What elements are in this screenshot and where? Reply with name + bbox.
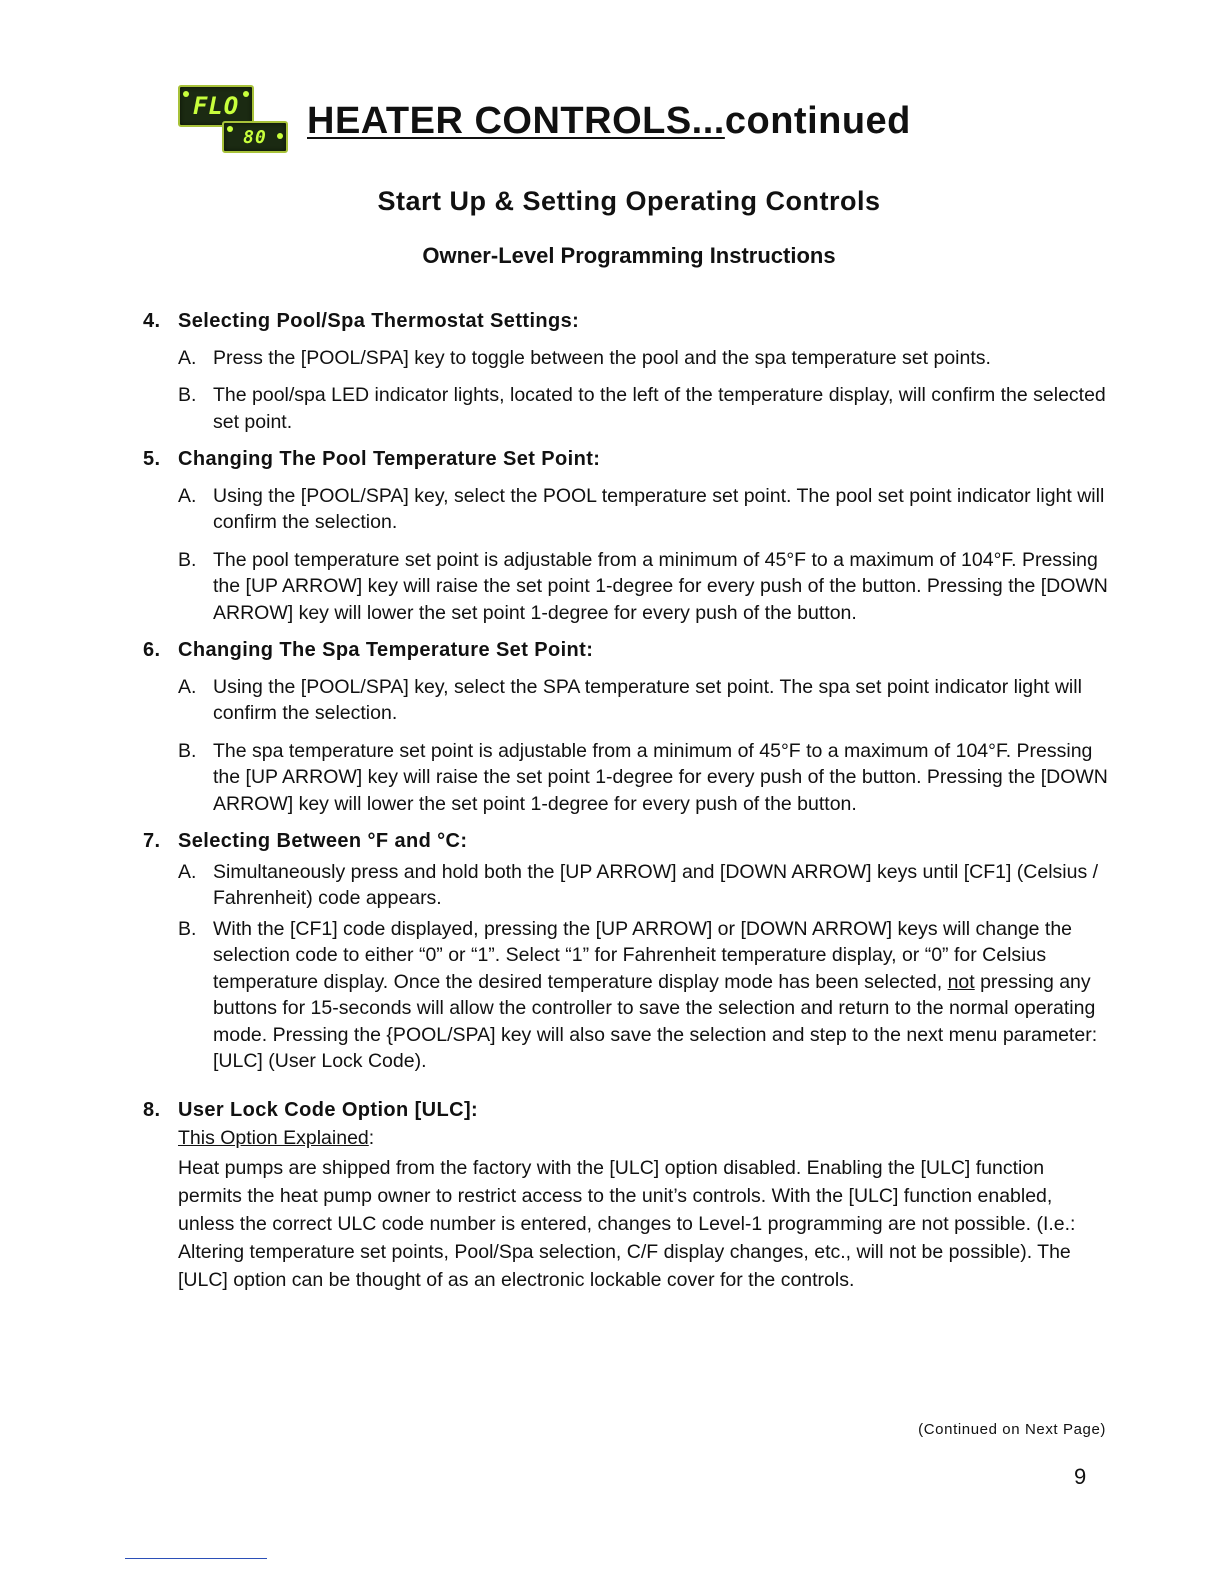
list-item: A. Using the [POOL/SPA] key, select the POOL temperature set point. The pool set point indicator light will confirm the selection. (178, 484, 1105, 533)
section-subtitle: Owner-Level Programming Instructions (422, 243, 836, 268)
continued-note: (Continued on Next Page) (918, 1421, 1106, 1438)
option-explained-label: This Option Explained: (178, 1127, 375, 1149)
list-item: A. Press the [POOL/SPA] key to toggle between the pool and the spa temperature set points. (178, 346, 991, 369)
section-heading: 6. Changing The Spa Temperature Set Point: (143, 639, 594, 661)
page-number: 9 (1074, 1464, 1087, 1489)
footnote-divider (125, 1558, 267, 1559)
list-item: B. With the [CF1] code displayed, pressing the [UP ARROW] or [DOWN ARROW] keys will change the selection code to either “0” or “1”. Select “1” for Fahrenheit temperature display, or “0” for Celsius temperature display. Once the desired temperature display mode has been selected, not pressing any buttons for 15-seconds will allow the controller to save the selection and return to the normal operating mode. Pressing the {POOL/SPA] key will also save the selection and step to the next menu parameter: [ULC] (User Lock Code). (178, 917, 1098, 1072)
section-title: Start Up & Setting Operating Controls (377, 186, 881, 216)
section-heading: 8. User Lock Code Option [ULC]: (143, 1098, 479, 1121)
list-item: B. The pool/spa LED indicator lights, located to the left of the temperature display, will confirm the selected set point. (178, 384, 1106, 433)
instructions-body (143, 308, 1108, 1294)
list-item: A. Simultaneously press and hold both the [UP ARROW] and [DOWN ARROW] keys until [CF1] (Celsius / Fahrenheit) code appears. (178, 860, 1099, 909)
list-item: B. The spa temperature set point is adjustable from a minimum of 45°F to a maximum of 104°F. Pressing the [UP ARROW] key will raise the set point 1-degree for every push of the button. Pressing the [DOWN ARROW] key will lower the set point 1-degree for every push of the button. (178, 739, 1108, 815)
section-8 (143, 1097, 1108, 1294)
list-item: B. The pool temperature set point is adjustable from a minimum of 45°F to a maximum of 104°F. Pressing the [UP ARROW] key will raise the set point 1-degree for every push of the button. Pressing the [DOWN ARROW] key will lower the set point 1-degree for every push of the button. (178, 548, 1108, 624)
section-7 (143, 828, 1108, 1075)
ulc-paragraph: Heat pumps are shipped from the factory with the [ULC] option disabled. Enabling the [ULC] function permits the heat pump owner to restrict access to the unit’s controls. With the [ULC] function enabled, unless the correct ULC code number is entered, changes to Level-1 programming are not possible. (I.e.: Altering temperature set points, Pool/Spa selection, C/F display changes, etc., will not be possible). The [ULC] option can be thought of as an electronic lockable cover for the controls. (178, 1156, 1076, 1291)
section-5 (143, 446, 1108, 626)
heater-display-logo (178, 85, 288, 153)
section-heading: 4. Selecting Pool/Spa Thermostat Settings: (143, 310, 580, 332)
section-heading: 7. Selecting Between °F and °C: (143, 830, 468, 852)
section-4 (143, 308, 1108, 435)
display-top-readout: FLO (178, 85, 254, 127)
section-heading: 5. Changing The Pool Temperature Set Point: (143, 448, 601, 470)
page-title: HEATER CONTROLS...continued (307, 100, 911, 142)
section-6 (143, 637, 1108, 817)
display-bottom-readout: 80 (222, 121, 288, 153)
list-item: A. Using the [POOL/SPA] key, select the SPA temperature set point. The spa set point indicator light will confirm the selection. (178, 675, 1082, 724)
